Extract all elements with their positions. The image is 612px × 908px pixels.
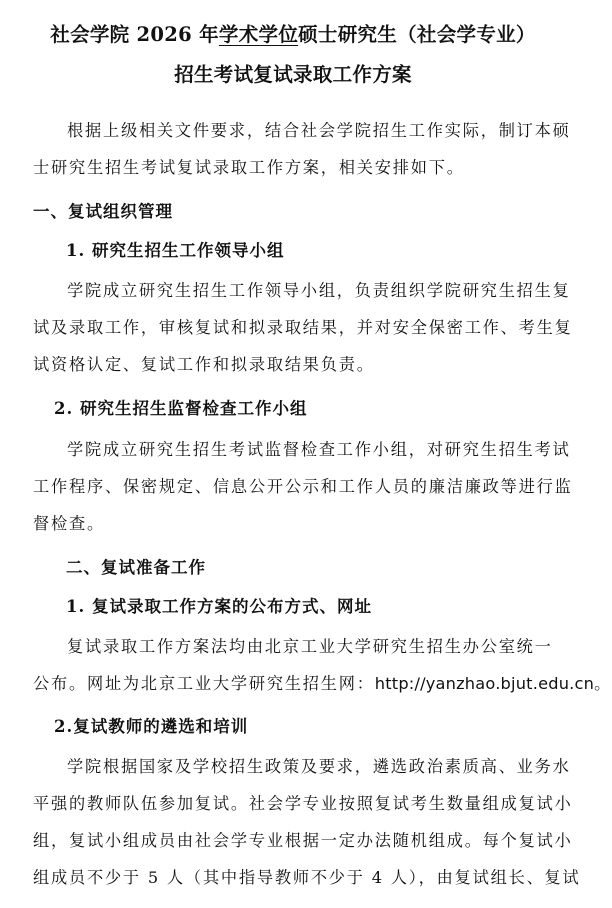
subsection-2-1-paragraph — [33, 628, 612, 702]
paragraph-line: 平强的教师队伍参加复试。社会学专业按照复试考生数量组成复试小 — [33, 794, 573, 813]
url-suffix-text: 。 — [594, 674, 612, 693]
intro-paragraph — [33, 112, 573, 186]
section-heading-1: 一、复试组织管理 — [33, 202, 173, 221]
paragraph-line: 试及录取工作，审核复试和拟录取结果，并对安全保密工作、考生复 — [33, 318, 573, 337]
paragraph-line-with-url — [33, 665, 612, 702]
subsection-heading-1-2: 2. 研究生招生监督检查工作小组 — [54, 399, 308, 418]
paragraph-line: 学院成立研究生招生考试监督检查工作小组，对研究生招生考试 — [67, 440, 571, 459]
paragraph-line: 士研究生招生考试复试录取工作方案，相关安排如下。 — [33, 158, 465, 177]
document-title-line-1 — [0, 23, 586, 47]
website-url-link[interactable]: http://yanzhao.bjut.edu.cn — [374, 674, 595, 693]
document-title-line-2: 招生考试复试录取工作方案 — [174, 63, 412, 86]
subsection-2-2-paragraph — [33, 748, 581, 896]
subsection-heading-2-2: 2.复试教师的遴选和培训 — [54, 717, 249, 736]
paragraph-line: 组成员不少于 5 人（其中指导教师不少于 4 人），由复试组长、复试 — [33, 868, 581, 887]
paragraph-line: 学院根据国家及学校招生政策及要求，遴选政治素质高、业务水 — [67, 757, 571, 776]
subsection-heading-2-1: 1. 复试录取工作方案的公布方式、网址 — [66, 597, 372, 616]
subsection-heading-1-1: 1. 研究生招生工作领导小组 — [66, 241, 285, 260]
paragraph-line: 工作程序、保密规定、信息公开公示和工作人员的廉洁廉政等进行监 — [33, 477, 573, 496]
subsection-1-1-paragraph — [33, 272, 573, 383]
paragraph-line: 督检查。 — [33, 514, 105, 533]
title-part-a: 社会学院 2026 年 — [50, 23, 219, 46]
section-heading-2: 二、复试准备工作 — [66, 558, 206, 577]
paragraph-line: 根据上级相关文件要求，结合社会学院招生工作实际，制订本硕 — [67, 121, 571, 140]
paragraph-line: 复试录取工作方案法均由北京工业大学研究生招生办公室统一 — [67, 637, 553, 656]
title-part-b: 硕士研究生（社会学专业） — [298, 23, 536, 46]
subsection-1-2-paragraph — [33, 431, 573, 542]
paragraph-line: 学院成立研究生招生工作领导小组，负责组织学院研究生招生复 — [67, 281, 571, 300]
paragraph-line: 组，复试小组成员由社会学专业根据一定办法随机组成。每个复试小 — [33, 831, 573, 850]
url-prefix-text: 公布。网址为北京工业大学研究生招生网： — [33, 674, 375, 693]
paragraph-line: 试资格认定、复试工作和拟录取结果负责。 — [33, 355, 375, 374]
title-underlined-part: 学术学位 — [218, 23, 299, 46]
